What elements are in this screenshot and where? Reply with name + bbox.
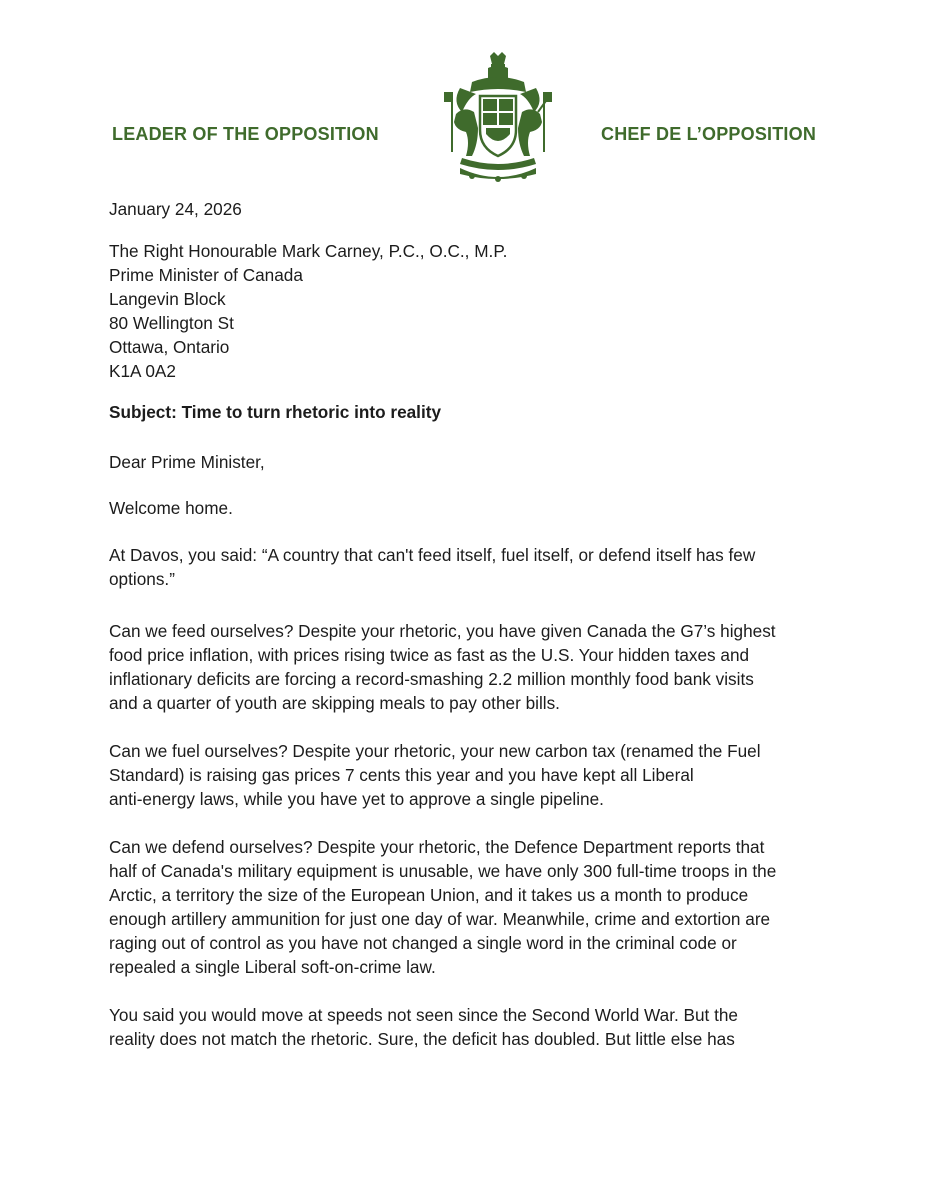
paragraph-line: options.”: [109, 569, 175, 589]
paragraph-defend: [109, 835, 829, 979]
paragraph-line: repealed a single Liberal soft-on-crime law.: [109, 957, 436, 977]
letterhead-title-english: LEADER OF THE OPPOSITION: [112, 124, 379, 144]
paragraph-line: reality does not match the rhetoric. Sure, the deficit has doubled. But little else has: [109, 1029, 735, 1049]
recipient-line: Ottawa, Ontario: [109, 337, 230, 357]
recipient-address: [109, 239, 829, 383]
recipient-line: The Right Honourable Mark Carney, P.C., O.C., M.P.: [109, 241, 508, 261]
paragraph-feed: [109, 619, 829, 715]
paragraph-line: Welcome home.: [109, 498, 233, 518]
letter-salutation: Dear Prime Minister,: [109, 452, 265, 472]
paragraph-line: raging out of control as you have not changed a single word in the criminal code or: [109, 933, 737, 953]
paragraph-line: enough artillery ammunition for just one day of war. Meanwhile, crime and extortion are: [109, 909, 771, 929]
canada-coat-of-arms-icon: [442, 52, 554, 182]
paragraph-line: inflationary deficits are forcing a record-smashing 2.2 million monthly food bank visits: [109, 669, 754, 689]
letterhead-title-french: CHEF DE L’OPPOSITION: [601, 124, 817, 144]
recipient-line: K1A 0A2: [109, 361, 176, 381]
paragraph-davos: [109, 543, 829, 591]
paragraph-line: food price inflation, with prices rising twice as fast as the U.S. Your hidden taxes and: [109, 645, 750, 665]
paragraph-line: Can we feed ourselves? Despite your rhetoric, you have given Canada the G7’s highest: [109, 621, 776, 641]
paragraph-line: At Davos, you said: “A country that can't feed itself, fuel itself, or defend itself has few: [109, 545, 756, 565]
paragraph-line: Arctic, a territory the size of the European Union, and it takes us a month to produce: [109, 885, 749, 905]
letter-subject: Subject: Time to turn rhetoric into reality: [109, 402, 442, 422]
paragraph-line: Can we defend ourselves? Despite your rhetoric, the Defence Department reports that: [109, 837, 765, 857]
paragraph-fuel: [109, 739, 829, 811]
recipient-line: Prime Minister of Canada: [109, 265, 303, 285]
recipient-line: 80 Wellington St: [109, 313, 234, 333]
paragraph-line: anti-energy laws, while you have yet to approve a single pipeline.: [109, 789, 604, 809]
paragraph-line: half of Canada's military equipment is unusable, we have only 300 full-time troops in the: [109, 861, 777, 881]
paragraph-line: Standard) is raising gas prices 7 cents this year and you have kept all Liberal: [109, 765, 694, 785]
recipient-line: Langevin Block: [109, 289, 226, 309]
letter-date: January 24, 2026: [109, 199, 242, 219]
paragraph-speed: [109, 1003, 829, 1051]
paragraph-line: Can we fuel ourselves? Despite your rhetoric, your new carbon tax (renamed the Fuel: [109, 741, 761, 761]
paragraph-welcome: [109, 496, 829, 520]
paragraph-line: and a quarter of youth are skipping meals to pay other bills.: [109, 693, 560, 713]
paragraph-line: You said you would move at speeds not seen since the Second World War. But the: [109, 1005, 738, 1025]
